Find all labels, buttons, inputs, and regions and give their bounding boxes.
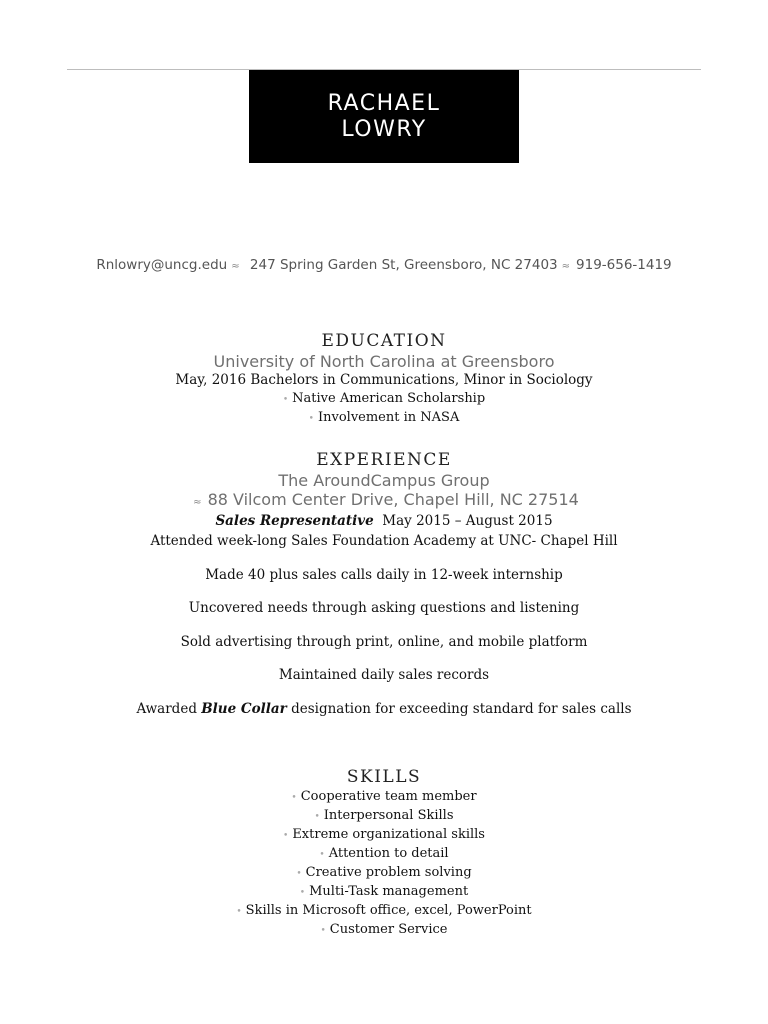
resume-body [0,330,768,940]
list-item: • Interpersonal Skills [314,807,454,823]
name-block [249,70,519,163]
award-name: Blue Collar [201,700,287,717]
skills-title: SKILLS [346,766,422,787]
list-item: • Native American Scholarship [282,391,486,406]
list-item: • Creative problem solving [296,864,472,880]
list-item: • Skills in Microsoft office, excel, PowerPoint [236,902,532,918]
bullet-icon: • [282,395,289,405]
role-dates: May 2015 – August 2015 [382,513,553,529]
list-item: • Cooperative team member [291,788,477,804]
education-section [0,330,768,428]
duties [0,532,768,719]
phone: 919-656-1419 [576,257,672,273]
skills-section [0,766,768,940]
company-address: ≈ 88 Vilcom Center Drive, Chapel Hill, NC 27514 [193,490,579,509]
degree: May, 2016 Bachelors in Communications, Minor in Sociology [175,372,593,388]
list-item: • Attention to detail [319,845,449,861]
list-item: • Involvement in NASA [308,410,460,425]
education-title: EDUCATION [321,331,447,351]
bullet-icon: • [314,811,320,822]
list-item: • Multi-Task management [299,883,469,899]
bullet-icon: • [319,849,325,860]
last-name: LOWRY [341,116,427,142]
list-item: • Customer Service [320,921,448,937]
duty-item: Sold advertising through print, online, and mobile platform [180,633,588,650]
duty-item: Uncovered needs through asking questions and listening [188,600,580,616]
company-name: The AroundCampus Group [278,471,490,490]
bullet-icon: • [320,925,326,936]
bullet-icon: • [236,906,242,917]
bullet-icon: • [283,830,289,841]
first-name: RACHAEL [327,90,441,116]
separator-icon: ≈ [231,261,240,272]
separator-icon: ≈ [193,497,202,508]
experience-title: EXPERIENCE [316,450,452,470]
education-list [0,390,768,428]
duty-item: Made 40 plus sales calls daily in 12-week internship [205,566,563,583]
experience-section [0,449,768,719]
separator-icon: ≈ [561,261,571,272]
role-line [0,512,768,531]
contact-line [0,257,768,273]
award-line: Awarded Blue Collar designation for exceeding standard for sales calls [136,700,632,717]
duty-item: Maintained daily sales records [278,667,490,683]
bullet-icon: • [299,887,306,898]
list-item: • Extreme organizational skills [283,826,485,842]
role-title: Sales Representative [215,513,374,529]
bullet-icon: • [291,792,297,803]
skills-list [0,788,768,940]
duty-item: Attended week-long Sales Foundation Academy at UNC- Chapel Hill [150,533,618,549]
address: 247 Spring Garden St, Greensboro, NC 27403 [249,257,558,273]
bullet-icon: • [308,414,314,424]
email: Rnlowry@uncg.edu [96,257,228,273]
school-name: University of North Carolina at Greensboro [213,352,555,371]
bullet-icon: • [296,868,302,879]
